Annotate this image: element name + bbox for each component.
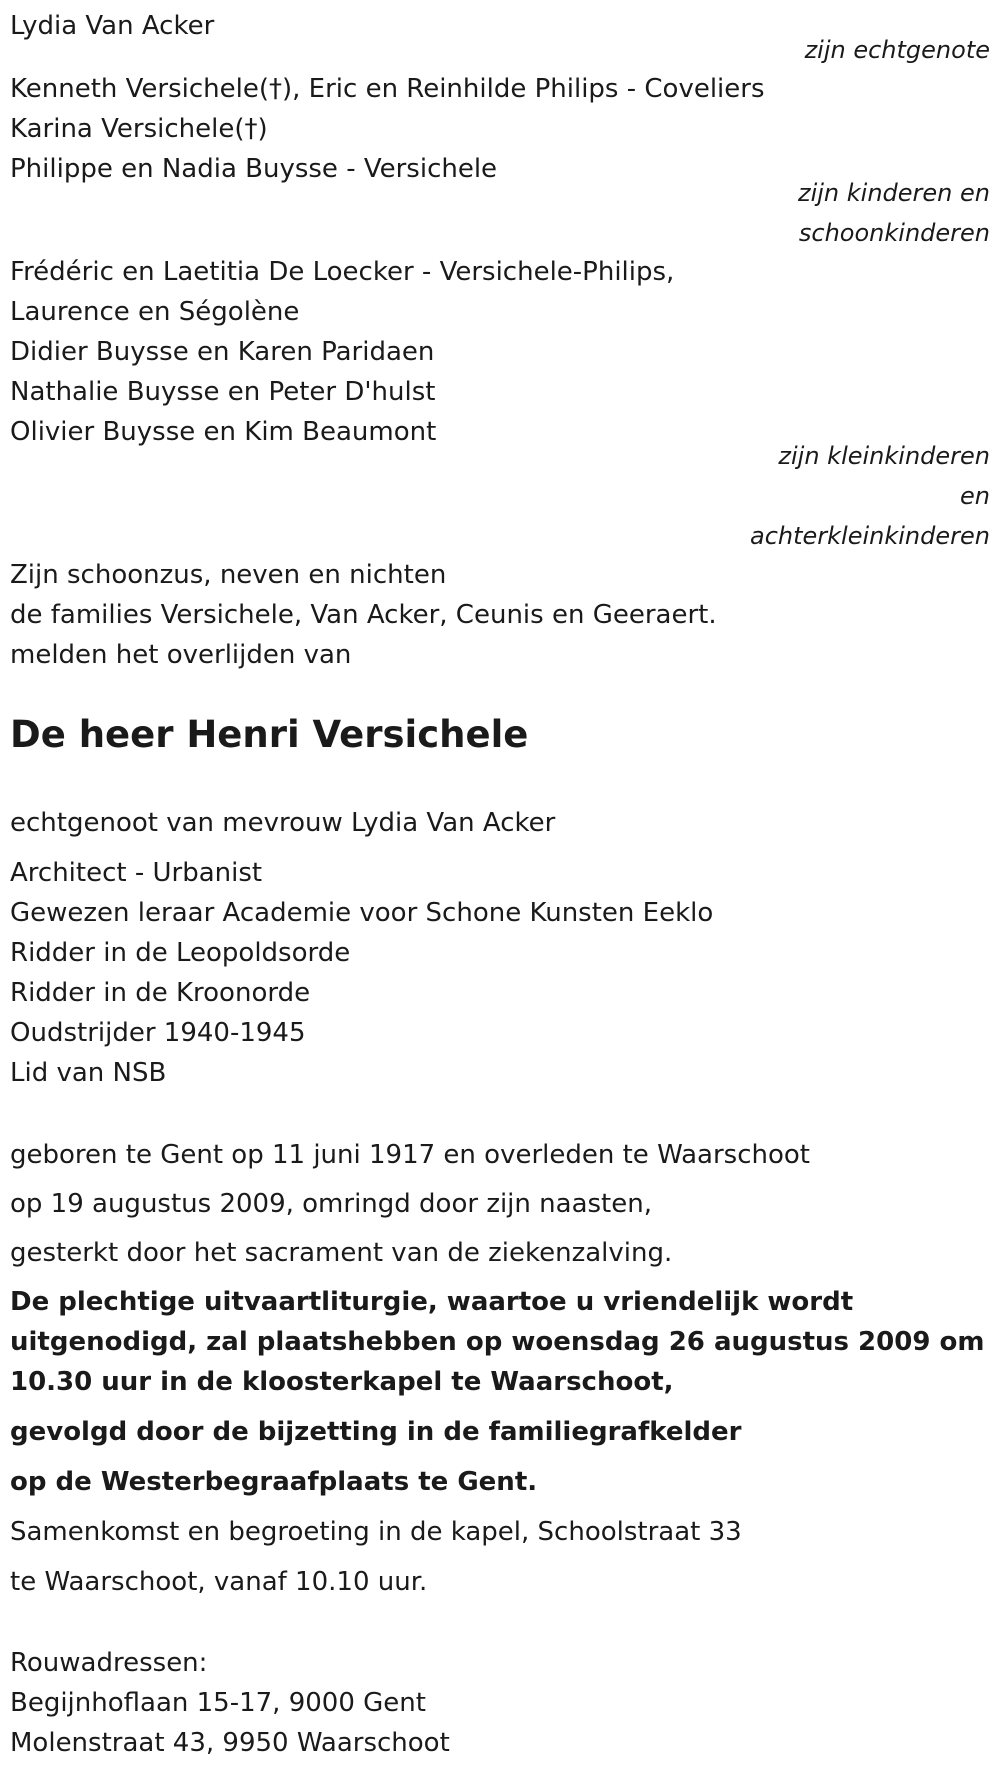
relatives-line: de families Versichele, Van Acker, Ceunis en Geeraert. bbox=[10, 600, 717, 630]
grandchildren-line: Nathalie Buysse en Peter D'hulst bbox=[10, 377, 436, 407]
announcement-intro: melden het overlijden van bbox=[10, 640, 352, 670]
grandchildren-line: Didier Buysse en Karen Paridaen bbox=[10, 337, 435, 367]
ceremony-line: 10.30 uur in de kloosterkapel te Waarschoot, bbox=[10, 1367, 674, 1397]
deceased-title-line: Oudstrijder 1940-1945 bbox=[10, 1018, 306, 1048]
gathering-line: te Waarschoot, vanaf 10.10 uur. bbox=[10, 1567, 428, 1597]
deceased-title-line: Gewezen leraar Academie voor Schone Kunsten Eeklo bbox=[10, 898, 714, 928]
children-relation: schoonkinderen bbox=[798, 219, 990, 247]
grandchildren-line: Laurence en Ségolène bbox=[10, 297, 300, 327]
deceased-title-line: Lid van NSB bbox=[10, 1058, 167, 1088]
grandchildren-line: Olivier Buysse en Kim Beaumont bbox=[10, 417, 437, 447]
address-line: Begijnhoflaan 15-17, 9000 Gent bbox=[10, 1688, 426, 1718]
deceased-title-line: Architect - Urbanist bbox=[10, 858, 263, 888]
children-line: Karina Versichele(†) bbox=[10, 114, 268, 144]
children-line: Kenneth Versichele(†), Eric en Reinhilde Philips - Coveliers bbox=[10, 74, 765, 104]
deceased-title-line: Ridder in de Leopoldsorde bbox=[10, 938, 351, 968]
grandchildren-relation: zijn kleinkinderen bbox=[778, 442, 990, 470]
birth-death-line: geboren te Gent op 11 juni 1917 en overleden te Waarschoot bbox=[10, 1140, 810, 1170]
birth-death-line: op 19 augustus 2009, omringd door zijn naasten, bbox=[10, 1189, 652, 1219]
grandchildren-line: Frédéric en Laetitia De Loecker - Versichele-Philips, bbox=[10, 257, 675, 287]
children-line: Philippe en Nadia Buysse - Versichele bbox=[10, 154, 498, 184]
ceremony-line: gevolgd door de bijzetting in de familiegrafkelder bbox=[10, 1417, 742, 1447]
ceremony-line: De plechtige uitvaartliturgie, waartoe u vriendelijk wordt bbox=[10, 1287, 854, 1317]
deceased-title-line: Ridder in de Kroonorde bbox=[10, 978, 311, 1008]
grandchildren-relation: achterkleinkinderen bbox=[750, 522, 990, 550]
spouse-relation: zijn echtgenote bbox=[804, 36, 990, 64]
addresses-heading: Rouwadressen: bbox=[10, 1648, 208, 1678]
address-line: Molenstraat 43, 9950 Waarschoot bbox=[10, 1728, 450, 1758]
obituary-notice bbox=[10, 0, 990, 1772]
deceased-name: De heer Henri Versichele bbox=[10, 713, 529, 756]
gathering-line: Samenkomst en begroeting in de kapel, Schoolstraat 33 bbox=[10, 1517, 742, 1547]
relatives-line: Zijn schoonzus, neven en nichten bbox=[10, 560, 447, 590]
ceremony-line: op de Westerbegraafplaats te Gent. bbox=[10, 1467, 538, 1497]
birth-death-line: gesterkt door het sacrament van de ziekenzalving. bbox=[10, 1238, 673, 1268]
grandchildren-relation: en bbox=[960, 482, 990, 510]
spouse-name: Lydia Van Acker bbox=[10, 11, 215, 41]
ceremony-line: uitgenodigd, zal plaatshebben op woensdag 26 augustus 2009 om bbox=[10, 1327, 985, 1357]
children-relation: zijn kinderen en bbox=[798, 179, 990, 207]
spouse-line: echtgenoot van mevrouw Lydia Van Acker bbox=[10, 808, 556, 838]
